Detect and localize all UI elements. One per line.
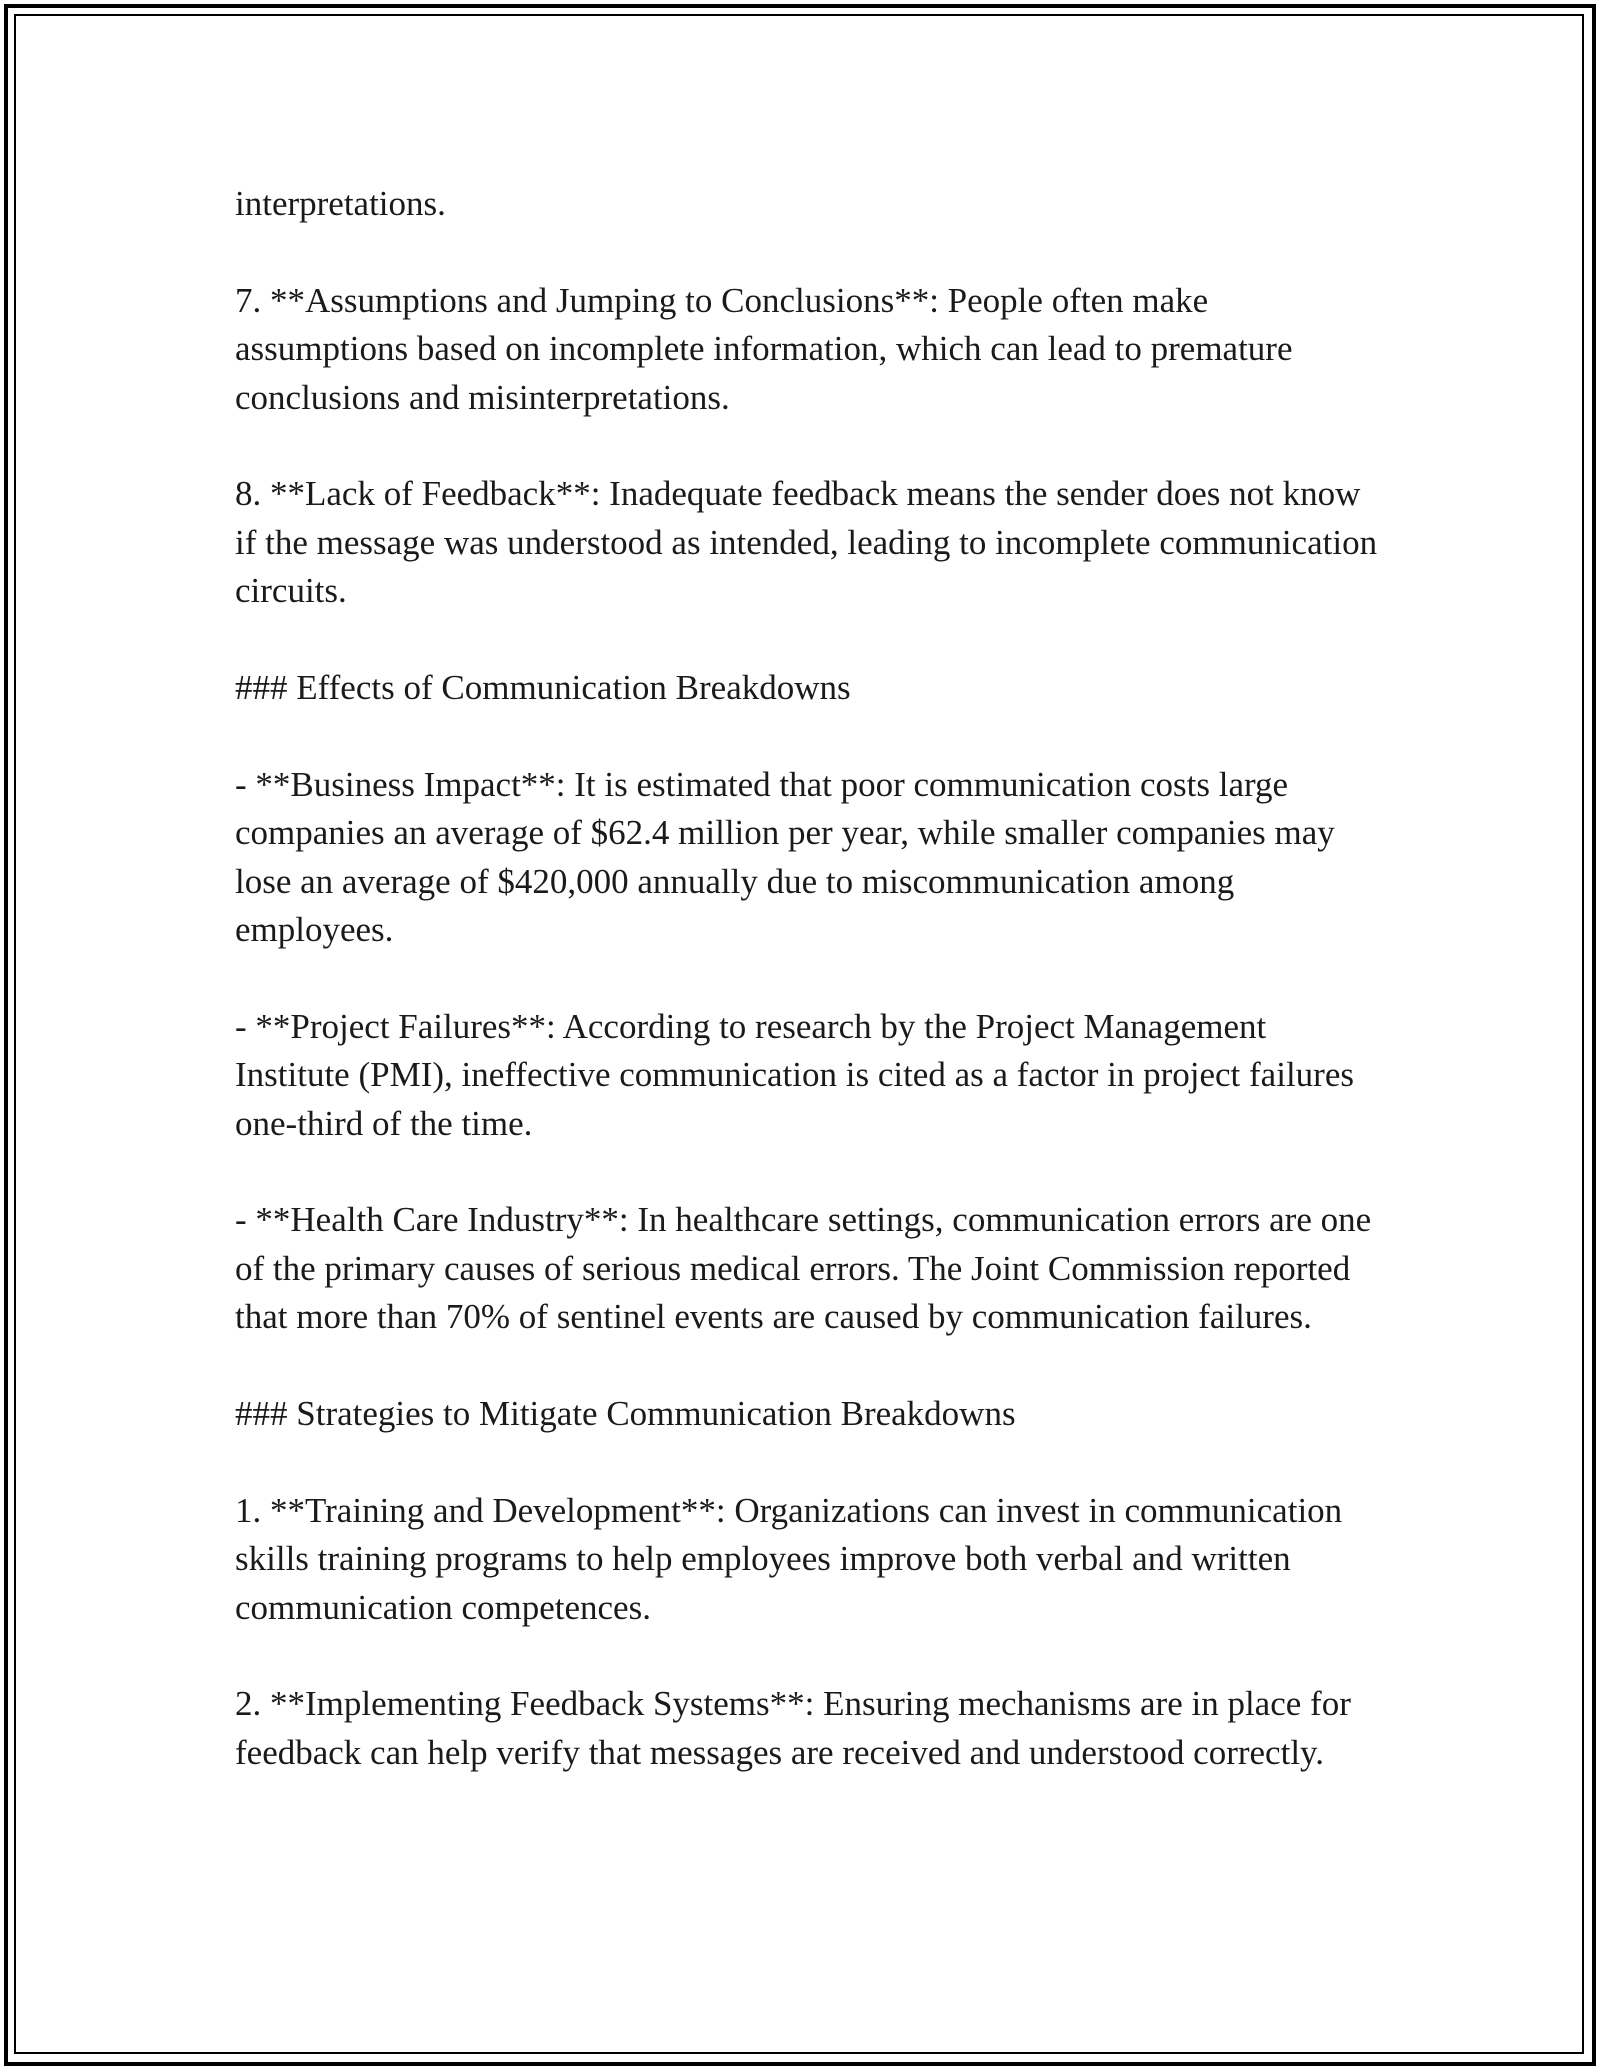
section-heading-strategies: ### Strategies to Mitigate Communication Breakdowns <box>235 1394 1016 1434</box>
bullet-project-failures: - **Project Failures**: According to research by the Project Management Institute (PMI), ineffective communication is cited as a factor in project failures one-third of the time. <box>235 1006 1354 1143</box>
list-item-feedback-systems: 2. **Implementing Feedback Systems**: Ensuring mechanisms are in place for feedback can help verify that messages are received and understood correctly. <box>235 1684 1351 1772</box>
bullet-health-care: - **Health Care Industry**: In healthcare settings, communication errors are one of the primary causes of serious medical errors. The Joint Commission reported that more than 70% of sentinel events are caused by communication failures. <box>235 1200 1372 1337</box>
bullet-business-impact: - **Business Impact**: It is estimated that poor communication costs large companies an average of $62.4 million per year, while smaller companies may lose an average of $420,000 annually due to miscommunication among employees. <box>235 764 1335 950</box>
list-item-training: 1. **Training and Development**: Organizations can invest in communication skills training programs to help employees improve both verbal and written communication competences. <box>235 1490 1343 1627</box>
paragraph-continuation: interpretations. <box>235 184 446 223</box>
list-item-lack-of-feedback: 8. **Lack of Feedback**: Inadequate feedback means the sender does not know if the message was understood as intended, leading to incomplete communication circuits. <box>235 474 1378 611</box>
list-item-assumptions: 7. **Assumptions and Jumping to Conclusions**: People often make assumptions based on incomplete information, which can lead to premature conclusions and misinterpretations. <box>235 280 1293 417</box>
section-heading-effects: ### Effects of Communication Breakdowns <box>235 668 851 708</box>
document-body <box>235 180 1385 1777</box>
